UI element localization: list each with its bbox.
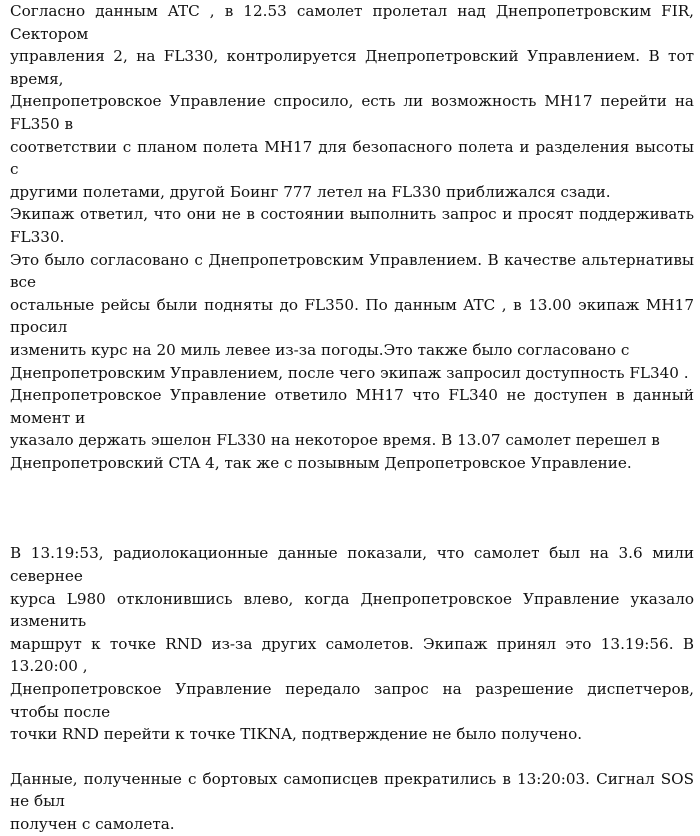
- text-line: курса L980 отклонившись влево, когда Днепропетровское Управление указало изменить: [10, 589, 694, 631]
- text-line: Днепропетровское Управление передало запрос на разрешение диспетчеров, чтобы после: [10, 680, 694, 721]
- paragraph-radar-data: [10, 542, 694, 745]
- text-line: точки RND перейти к точке TIKNA, подтверждение не было получено.: [10, 725, 583, 744]
- text-line: соответствии с планом полета MH17 для безопасного полета и разделения высоты с: [10, 137, 694, 179]
- paragraph-atc-report: [10, 0, 694, 474]
- text-line: другими полетами, другой Боинг 777 летел на FL330 приближался сзади.: [10, 182, 611, 201]
- document-body: [10, 0, 694, 836]
- text-line: маршрут к точке RND из-за других самолетов. Экипаж принял это 13.19:56. В 13.20:00 ,: [10, 634, 694, 676]
- text-line: изменить курс на 20 миль левее из-за погоды.Это также было согласовано с: [10, 340, 630, 359]
- text-line: Данные, полученные с бортовых самописцев прекратились в 13:20:03. Сигнал SOS не был: [10, 769, 694, 811]
- text-line: Согласно данным ATC , в 12.53 самолет пролетал над Днепропетровским FIR, Сектором: [10, 2, 694, 43]
- text-line: получен с самолета.: [10, 815, 175, 833]
- text-line: Экипаж ответил, что они не в состоянии выполнить запрос и просят поддерживать FL330.: [10, 205, 694, 246]
- text-line: управления 2, на FL330, контролируется Днепропетровский Управлением. В тот время,: [10, 47, 694, 88]
- paragraph-spacer: [10, 474, 694, 542]
- text-line: В 13.19:53, радиолокационные данные показали, что самолет был на 3.6 мили севернее: [10, 544, 694, 586]
- text-line: указало держать эшелон FL330 на некоторое время. В 13.07 самолет перешел в: [10, 431, 660, 450]
- paragraph-spacer: [10, 746, 694, 768]
- text-line: Днепропетровское Управление спросило, есть ли возможность MH17 перейти на FL350 в: [10, 92, 694, 133]
- text-line: Это было согласовано с Днепропетровским Управлением. В качестве альтернативы все: [10, 250, 694, 292]
- paragraph-recorder-data: [10, 768, 694, 836]
- text-line: Днепропетровский CTA 4, так же с позывным Депропетровское Управление.: [10, 453, 632, 472]
- text-line: Днепропетровское Управление ответило MH17 что FL340 не доступен в данный момент и: [10, 386, 694, 427]
- text-line: Днепропетровским Управлением, после чего экипаж запросил доступность FL340 .: [10, 363, 689, 382]
- text-line: остальные рейсы были подняты до FL350. По данным ATC , в 13.00 экипаж MH17 просил: [10, 295, 694, 337]
